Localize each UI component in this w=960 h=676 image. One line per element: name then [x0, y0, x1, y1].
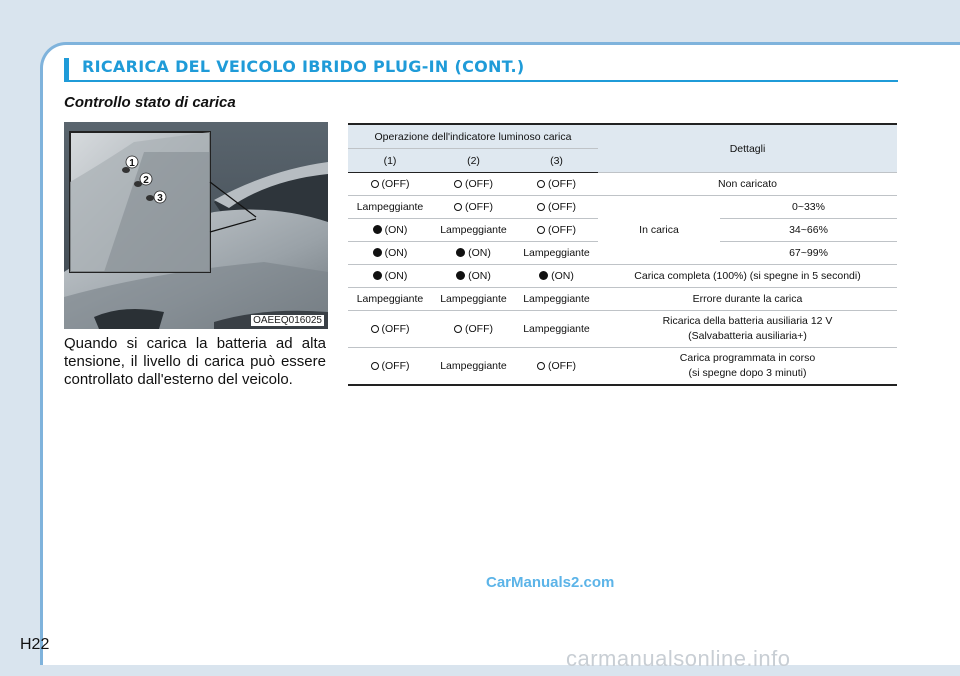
led-off-icon [371, 180, 379, 188]
indicator-cell-1 [348, 288, 432, 311]
indicator-cell-2 [432, 219, 515, 242]
table-row [348, 288, 897, 311]
table-header-group: Operazione dell'indicatore luminoso carica [348, 124, 598, 149]
led-on-icon [373, 225, 382, 234]
indicator-state: (ON) [384, 247, 408, 259]
section-title: Controllo stato di carica [64, 94, 236, 111]
charge-range-cell: 34~66% [720, 219, 897, 242]
detail-line: Non caricato [718, 177, 777, 190]
header-accent-bar [64, 58, 69, 80]
indicator-cell-2 [432, 173, 515, 196]
vehicle-illustration [64, 122, 328, 329]
indicator-cell-3 [515, 311, 598, 348]
indicator-cell-1 [348, 348, 432, 386]
led-off-icon [454, 180, 462, 188]
indicator-state: (ON) [551, 270, 574, 282]
led-off-icon [537, 226, 545, 234]
watermark: CarManuals2.com [486, 574, 615, 591]
indicator-state: (OFF) [548, 201, 576, 213]
page-number: H22 [20, 636, 50, 653]
indicator-cell-1 [348, 311, 432, 348]
indicator-cell-3 [515, 196, 598, 219]
indicator-cell-3 [515, 242, 598, 265]
indicator-state: (ON) [384, 270, 408, 282]
charge-range-cell: 0~33% [720, 196, 897, 219]
indicator-state: (OFF) [465, 178, 493, 190]
led-on-icon [373, 248, 382, 257]
indicator-state: (OFF) [548, 178, 576, 190]
indicator-state: (OFF) [465, 323, 493, 335]
indicator-state: (OFF) [465, 201, 493, 213]
indicator-cell-2 [432, 348, 515, 386]
detail-line: (si spegne dopo 3 minuti) [688, 367, 807, 379]
led-off-icon [371, 362, 379, 370]
callout-3: 3 [157, 193, 163, 204]
indicator-cell-3 [515, 219, 598, 242]
vehicle-photo [64, 122, 328, 329]
led-on-icon [456, 248, 465, 257]
indicator-state: (ON) [468, 247, 491, 259]
indicator-state: Lampeggiante [523, 293, 590, 305]
indicator-cell-3 [515, 348, 598, 386]
led-off-icon [454, 325, 462, 333]
indicator-cell-1 [348, 196, 432, 219]
indicator-state: Lampeggiante [440, 360, 507, 372]
led-off-icon [371, 325, 379, 333]
detail-line: (Salvabatteria ausiliaria+) [688, 330, 807, 342]
detail-line: Carica programmata in corso [679, 352, 816, 364]
indicator-state: (OFF) [548, 224, 576, 236]
led-off-icon [454, 203, 462, 211]
indicator-state: (OFF) [381, 323, 410, 335]
indicator-cell-1 [348, 173, 432, 196]
callout-2: 2 [143, 175, 149, 186]
indicator-state: (ON) [468, 270, 491, 282]
table-row [348, 196, 897, 219]
body-paragraph: Quando si carica la batteria ad alta tensione, il livello di carica può essere controllato dall'esterno del veicolo. [64, 335, 326, 388]
table-row [348, 265, 897, 288]
table-row [348, 311, 897, 348]
detail-cell [598, 288, 897, 311]
indicator-state: Lampeggiante [440, 224, 507, 236]
indicator-cell-1 [348, 265, 432, 288]
indicator-state: (OFF) [381, 360, 410, 372]
indicator-state: Lampeggiante [440, 293, 507, 305]
led-on-icon [539, 271, 548, 280]
indicator-cell-1 [348, 242, 432, 265]
footer-watermark: carmanualsonline.info [566, 646, 791, 671]
indicator-cell-3 [515, 173, 598, 196]
indicator-cell-1 [348, 219, 432, 242]
indicator-cell-3 [515, 288, 598, 311]
table-row [348, 173, 897, 196]
indicator-cell-2 [432, 196, 515, 219]
table-row [348, 348, 897, 386]
indicator-state: Lampeggiante [523, 323, 590, 335]
indicator-state: (ON) [384, 224, 408, 236]
indicator-cell-3 [515, 265, 598, 288]
detail-cell [598, 311, 897, 348]
led-off-icon [537, 203, 545, 211]
indicator-cell-2 [432, 242, 515, 265]
detail-cell [598, 265, 897, 288]
figure-code: OAEEQ016025 [253, 315, 322, 326]
detail-cell [598, 173, 897, 196]
indicator-state: (OFF) [381, 178, 410, 190]
detail-cell [598, 348, 897, 386]
indicator-state: (OFF) [548, 360, 576, 372]
detail-line: Ricarica della batteria ausiliaria 12 V [662, 315, 833, 327]
charge-range-cell: 67~99% [720, 242, 897, 265]
callout-1: 1 [129, 158, 135, 169]
column-header-3: (3) [515, 149, 598, 173]
led-off-icon [537, 180, 545, 188]
table-body [348, 173, 897, 386]
charging-label-cell: In carica [598, 196, 720, 265]
indicator-cell-2 [432, 265, 515, 288]
table-header-details: Dettagli [598, 124, 897, 173]
led-off-icon [537, 362, 545, 370]
detail-line: Carica completa (100%) (si spegne in 5 secondi) [634, 269, 861, 282]
indicator-cell-2 [432, 311, 515, 348]
detail-line: Errore durante la carica [692, 292, 803, 305]
header-title: RICARICA DEL VEICOLO IBRIDO PLUG-IN (CONT.) [82, 57, 525, 76]
indicator-state: Lampeggiante [356, 293, 424, 305]
charge-status-table [348, 123, 897, 386]
column-header-1: (1) [348, 149, 432, 173]
indicator-cell-2 [432, 288, 515, 311]
indicator-state: Lampeggiante [356, 201, 424, 213]
led-on-icon [456, 271, 465, 280]
indicator-state: Lampeggiante [523, 247, 590, 259]
led-on-icon [373, 271, 382, 280]
column-header-2: (2) [432, 149, 515, 173]
header-rule [64, 80, 898, 82]
